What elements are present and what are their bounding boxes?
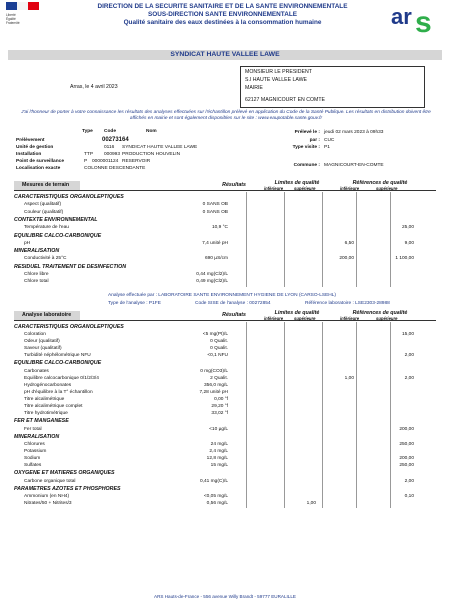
lab-ref-sup: 2,00 xyxy=(404,353,414,359)
header-line-3: Qualité sanitaire des eaux destinées à la consommation humaine xyxy=(123,19,322,26)
field-param-name: Température de l'eau xyxy=(24,225,69,231)
label-installation: Installation xyxy=(16,152,42,157)
field-param-name: Conductivité à 25°C xyxy=(24,256,67,262)
field-param-name: Couleur (qualitatif) xyxy=(24,209,64,215)
recipient-address xyxy=(240,66,425,108)
header-line-2: SOUS-DIRECTION SANTE ENVIRONNEMENTALE xyxy=(147,11,297,18)
lab-param-value: 0 mg(CO3)/L xyxy=(200,368,228,374)
recipient-line: MAIRIE xyxy=(245,85,263,91)
footer-address: ARS Hauts-de-France - 556 avenue Willy Brandt - 59777 EURALILLE xyxy=(154,594,296,599)
lab-section-title: PARAMETRES AZOTES ET PHOSPHORES xyxy=(14,485,121,492)
label-localisation: Localisation exacte xyxy=(16,166,61,171)
label-commune: Commune : xyxy=(293,163,320,168)
field-param-value: 0,49 mg(Cl2)/L xyxy=(196,279,228,285)
field-grid-line xyxy=(246,192,247,287)
field-tab: Mesures de terrain xyxy=(14,181,80,190)
prelevement-number: 00273164 xyxy=(102,137,129,143)
field-param-value: 0 SANS OB xyxy=(202,209,228,215)
field-param-name: Aspect (qualitatif) xyxy=(24,202,62,208)
lab-param-name: Chlorures xyxy=(24,442,45,447)
lab-ref-sup: 250,00 xyxy=(399,463,414,469)
lab-param-value: <0,05 mg/L xyxy=(203,494,228,500)
lab-header-rule xyxy=(14,320,436,321)
lab-grid-line xyxy=(390,322,391,508)
lab-sub-sup: supérieure xyxy=(376,315,398,321)
field-sub-sup: supérieure xyxy=(376,186,398,191)
lab-param-name: Sodium xyxy=(24,456,41,462)
label-point-surveillance: Point de surveillance xyxy=(16,159,64,164)
lab-param-value: 0,00 °f xyxy=(214,397,228,402)
field-header-rule xyxy=(14,190,436,191)
lab-param-name: pH d'équilibre à la T° échantillon xyxy=(24,389,93,395)
lab-grid-line xyxy=(246,322,247,508)
label-preleve-le: Prélevé le : xyxy=(294,130,320,135)
sample-code: 0116 xyxy=(104,145,115,150)
sample-name: PRODUCTION HOUVELIN xyxy=(122,152,181,157)
lab-param-name: Carbone organique total xyxy=(24,478,76,484)
recipient-line: S.I HAUTE VALLEE LAWE xyxy=(245,77,307,83)
lab-param-name: Carbonates xyxy=(24,368,49,374)
logo-motto-2: Égalité xyxy=(6,17,16,21)
lab-ref-inf: 1,00 xyxy=(344,375,354,381)
sample-header-name: Nom xyxy=(146,129,157,134)
field-param-name: pH xyxy=(24,240,31,246)
label-type-visite: Type visite : xyxy=(292,145,320,150)
lab-param-name: Titre hydrotimétrique xyxy=(24,411,68,417)
field-ref-sup: 25,00 xyxy=(401,225,414,231)
field-param-name: Chlore total xyxy=(24,279,49,285)
lab-grid-line xyxy=(356,322,357,508)
lab-section-title: EQUILIBRE CALCO-CARBONIQUE xyxy=(14,360,102,367)
lab-param-name: Saveur (qualitatif) xyxy=(24,346,62,352)
field-param-value: 7,4 unité pH xyxy=(202,240,228,246)
lab-type: Type de l'analyse : P1FE xyxy=(108,300,161,306)
lab-limit-sup: 1,00 xyxy=(306,501,316,507)
lab-param-value: 2 Qualit. xyxy=(210,375,228,381)
lab-sub-inf: inférieure xyxy=(264,315,284,321)
lab-param-value: <5 mg(Pt)/L xyxy=(202,332,228,338)
lab-param-value: 29,20 °f xyxy=(211,404,228,410)
lab-section-title: OXYGENE ET MATIERES ORGANIQUES xyxy=(14,470,115,477)
svg-text:ar: ar xyxy=(391,4,412,29)
lab-col-results: Résultats xyxy=(222,311,246,318)
sample-name: COLONNE DESCENDANTE xyxy=(84,166,146,171)
lab-param-value: 0 Qualit. xyxy=(210,346,228,352)
lab-param-name: Ammonium (en NH4) xyxy=(24,494,70,500)
preleve-le-value: jeudi 02 mars 2023 à 09h33 xyxy=(324,130,384,135)
lab-tab: Analyse laboratoire xyxy=(14,311,80,320)
field-ref-inf: 6,50 xyxy=(344,240,354,246)
ars-logo xyxy=(390,2,438,36)
lab-param-name: Sulfates xyxy=(24,463,42,469)
field-section-title: CARACTERISTIQUES ORGANOLEPTIQUES xyxy=(14,194,124,200)
lab-grid-line xyxy=(322,322,323,508)
field-grid-line xyxy=(322,192,323,287)
lab-section-title: CARACTERISTIQUES ORGANOLEPTIQUES xyxy=(14,323,124,330)
field-ref-sup: 9,00 xyxy=(404,240,414,246)
lab-param-name: Titre alcalimétrique complet xyxy=(24,404,83,410)
document-title: SYNDICAT HAUTE VALLEE LAWE xyxy=(8,50,442,60)
lab-param-name: Fer total xyxy=(24,426,42,432)
field-section-title: EQUILIBRE CALCO-CARBONIQUE xyxy=(14,232,102,239)
lab-ref-sup: 200,00 xyxy=(399,426,414,432)
sample-header-type: Type xyxy=(82,129,93,134)
lab-param-value: <10 µg/L xyxy=(209,426,228,432)
field-sub-inf: inférieure xyxy=(340,186,360,191)
lab-ref: Référence laboratoire : LSE2303-28988 xyxy=(305,300,390,306)
lab-sub-inf: inférieure xyxy=(340,315,360,321)
lab-ref-sup: 0,10 xyxy=(404,494,414,500)
lab-ref-sup: 250,00 xyxy=(399,442,414,447)
logo-motto-1: Liberté xyxy=(6,13,16,17)
lab-param-value: 7,28 unité pH xyxy=(199,389,228,395)
field-section-title: CONTEXTE ENVIRONNEMENTAL xyxy=(14,217,98,223)
lab-ref-sup: 2,00 xyxy=(404,478,414,484)
lab-grid-line xyxy=(284,322,285,508)
republique-francaise-logo xyxy=(6,2,50,28)
field-section-title: RESIDUEL TRAITEMENT DE DESINFECTION xyxy=(14,263,127,270)
lab-param-name: Equilibre calcocarbonique 0/1/2/3/4 xyxy=(24,375,99,381)
field-param-value: 0,44 mg(Cl2)/L xyxy=(196,272,228,277)
field-ref-sup: 1 100,00 xyxy=(395,256,414,262)
field-grid-line xyxy=(390,192,391,287)
commune-value: MAGNICOURT-EN-COMTE xyxy=(324,163,384,168)
lab-param-value: 0,41 mg(C)/L xyxy=(200,478,228,484)
field-col-results: Résultats xyxy=(222,182,246,188)
label-par: par : xyxy=(309,138,320,143)
lab-ref-sup: 15,00 xyxy=(401,332,414,338)
lab-section-title: MINERALISATION xyxy=(14,433,60,440)
lab-col-limits: Limites de qualité xyxy=(274,309,320,316)
lab-param-name: Turbidité néphélométrique NFU xyxy=(24,353,91,359)
label-unite-gestion: Unité de gestion xyxy=(16,145,54,150)
sample-name: SYNDICAT HAUTE VALLEE LAWE xyxy=(122,145,198,150)
svg-text:s: s xyxy=(415,6,432,36)
lab-performed-by: Analyse effectuée par : LABORATOIRE SANTE ENVIRONNEMENT HYGIENE DE LYON (CARSO-LSEHL) xyxy=(108,292,337,298)
lab-param-name: Hydrogénocarbonates xyxy=(24,382,72,388)
lab-param-name: Titre alcalimétrique xyxy=(24,397,65,402)
lab-code-sise: Code SISE de l'analyse : 00272854 xyxy=(195,300,271,306)
lab-ref-sup: 2,00 xyxy=(404,375,414,381)
field-grid-line xyxy=(356,192,357,287)
lab-param-value: 24 mg/L xyxy=(210,442,228,447)
field-col-limits: Limites de qualité xyxy=(274,180,320,186)
field-param-name: Chlore libre xyxy=(24,272,49,277)
sample-type: P xyxy=(84,159,88,164)
sample-code: 000993 xyxy=(104,152,121,157)
par-value: CUC xyxy=(324,138,335,143)
lab-param-value: 0 Qualit. xyxy=(210,339,228,345)
field-sub-sup: supérieure xyxy=(294,186,316,191)
recipient-line: MONSIEUR LE PRESIDENT xyxy=(245,69,312,75)
label-prelevement: Prélèvement xyxy=(16,138,45,143)
field-section-title: MINERALISATION xyxy=(14,248,60,255)
field-param-value: 0 SANS OB xyxy=(202,202,228,208)
type-visite-value: P1 xyxy=(324,145,330,150)
lab-param-value: 12,8 mg/L xyxy=(206,456,228,462)
field-col-refs: Références de qualité xyxy=(352,180,408,186)
field-ref-inf: 200,00 xyxy=(339,256,354,262)
logo-motto-3: Fraternité xyxy=(6,21,20,25)
intro-text: J'ai l'honneur de porter à votre connaissance les résultats des analyses effectuées sur l'échantillon prélevé en application du Code de la Santé Publique. Les résultats en distribution doivent être affichés en mairie et sont également disponibles sur le site : www.eaupotable.sante.gouv.fr xyxy=(21,110,431,121)
lab-param-value: 15 mg/L xyxy=(210,463,228,469)
sample-header-code: Code xyxy=(104,129,116,134)
lab-param-value: 33,02 °f xyxy=(211,411,228,417)
sample-type: TTP xyxy=(84,152,94,157)
place-date: Arras, le 4 avril 2023 xyxy=(70,84,118,90)
lab-param-name: Nitrates/50 + Nitrites/3 xyxy=(24,501,72,507)
lab-param-value: 356,0 mg/L xyxy=(203,382,228,388)
sample-code: 0000001124 xyxy=(92,159,119,164)
lab-ref-sup: 200,00 xyxy=(399,456,414,462)
field-grid-line xyxy=(284,192,285,287)
field-param-value: 10,9 °C xyxy=(211,225,228,231)
lab-param-name: Odeur (qualitatif) xyxy=(24,339,60,345)
lab-section-title: FER ET MANGANESE xyxy=(14,418,69,425)
lab-param-value: 2,4 mg/L xyxy=(209,449,228,455)
field-param-value: 690 µS/cm xyxy=(204,256,228,262)
lab-sub-sup: supérieure xyxy=(294,315,316,321)
lab-col-refs: Références de qualité xyxy=(352,309,408,316)
lab-param-value: <0,1 NFU xyxy=(207,353,228,359)
lab-param-name: Potassium xyxy=(24,449,47,455)
sample-name: RESERVOIR xyxy=(122,159,151,164)
field-sub-inf: inférieure xyxy=(264,186,284,191)
lab-param-name: Coloration xyxy=(24,332,46,338)
recipient-line: 62127 MAGNICOURT EN COMTE xyxy=(245,97,325,103)
lab-param-value: 0,56 mg/L xyxy=(206,501,228,507)
header-line-1: DIRECTION DE LA SECURITE SANITAIRE ET DE LA SANTE ENVIRONNEMENTALE xyxy=(97,3,348,10)
